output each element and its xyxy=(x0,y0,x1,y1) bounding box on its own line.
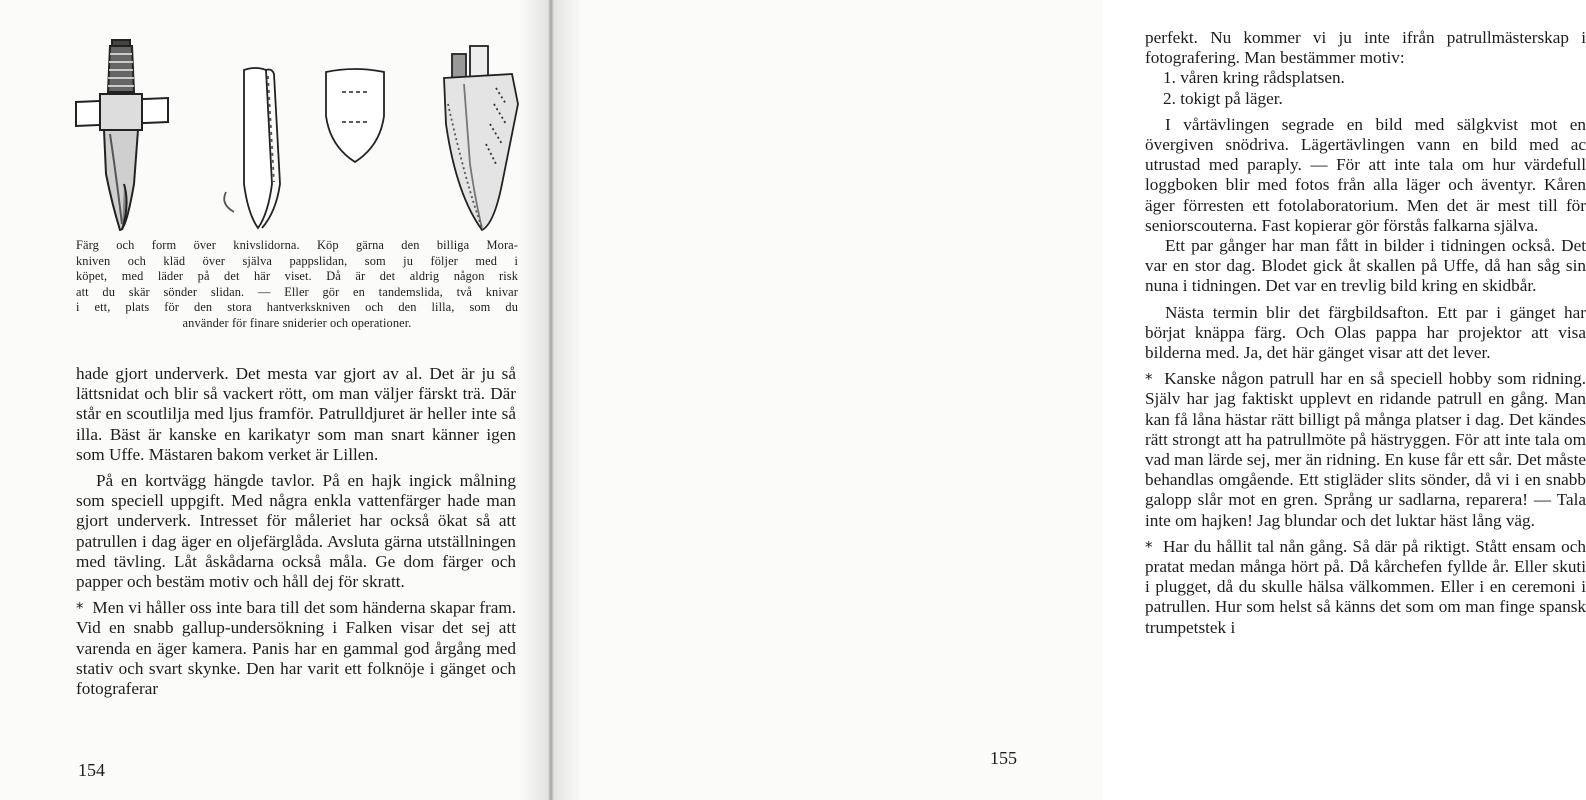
knife-sheath-illustrations xyxy=(76,34,522,234)
right-page-body xyxy=(1145,28,1586,638)
knife-on-belt-illustration xyxy=(76,34,172,234)
section-star-marker: * xyxy=(1145,537,1153,556)
paragraph: hade gjort underverk. Det mesta var gjort av al. Det är ju så lättsnidat och blir så vackert rött, om man väljer färskt trä. Där står en scoutlilja med ljus framför. Patrulldjuret är heller inte så illa. Bäst är kanske en karikatyr som man snart känner igen som Uffe. Mästaren bakom verket är Lillen. xyxy=(76,364,516,464)
left-page xyxy=(0,0,551,800)
list-item: 1. våren kring rådsplatsen. xyxy=(1163,68,1345,88)
stitched-sheath-illustration xyxy=(222,64,292,234)
paragraph: Nästa termin blir det färgbildsafton. Ett par i gänget har börjat knäppa färg. Och Olas pappa har projektor att visa bilderna med. Ja, det här gänget visar att det lever. xyxy=(1145,302,1586,363)
caption-line: kniven och kläd över själva pappslidan, som ju följer med i xyxy=(76,253,518,268)
paragraph xyxy=(1145,537,1586,638)
illustration-caption xyxy=(76,238,518,332)
paragraph-text: Har du hållit tal nån gång. Så där på riktigt. Stått ensam och pratat medan många hört på. Då kårchefen fyllde år. Eller skuti i plugget, då du skulle hälsa välkommen. Eller i en ceremoni i patrullen. Hur som helst så känns det som om man finge spansk trumpetstek i xyxy=(1145,536,1586,637)
section-star-marker: * xyxy=(76,599,84,618)
list-item: 2. tokigt på läger. xyxy=(1163,88,1283,108)
page-number: 154 xyxy=(78,760,105,780)
caption-line: att du skär sönder slidan. — Eller gör en tandemslida, två knivar xyxy=(76,284,518,299)
leather-piece-illustration xyxy=(320,66,390,166)
caption-line: använder för finare sniderier och operationer. xyxy=(182,315,412,330)
tandem-sheath-illustration xyxy=(436,44,522,234)
right-page xyxy=(551,0,1586,800)
caption-line: köpet, med läder på det här viset. Då är det aldrig någon risk xyxy=(76,269,518,284)
paragraph xyxy=(76,598,516,699)
caption-line: i ett, plats för den stora hantverkskniven och den lilla, som du xyxy=(76,300,518,315)
paragraph xyxy=(1145,369,1586,531)
paragraph: På en kortvägg hängde tavlor. På en hajk ingick målning som speciell uppgift. Med några enkla vattenfärger hade man gjort underverk. Intresset för måleriet har också ökat så att patrullen i dag äger en oljefärglåda. Avsluta gärna utställningen med tävling. Låt åskådarna också måla. Ge dom färger och papper och bestäm motiv och håll dej för skratt. xyxy=(76,471,516,592)
paragraph: I vårtävlingen segrade en bild med sälgkvist mot en övergiven snödriva. Lägertävlingen vann en bild med ac utrustad med paraply. — För att inte tala om hur värdefull loggboken blir med fotos från alla läger och äventyr. Kåren äger förresten ett fotolaboratorium. Men det är mest till för seniorscouterna. Fast kopierar gör förstås falkarna själva. xyxy=(1145,114,1586,235)
page-number: 155 xyxy=(990,748,1017,768)
paragraph: Ett par gånger har man fått in bilder i tidningen också. Det var en stor dag. Blodet gick åt skallen på Uffe, då han såg sin nuna i tidningen. Det var en trevlig bild kring en skidbår. xyxy=(1145,236,1586,296)
left-page-body xyxy=(76,364,516,699)
caption-line: Färg och form över knivslidorna. Köp gärna den billiga Mora- xyxy=(76,238,518,252)
section-star-marker: * xyxy=(1145,370,1153,389)
paragraph: perfekt. Nu kommer vi ju inte ifrån patrullmästerskap i fotografering. Man bestämmer motiv: xyxy=(1145,28,1586,68)
paragraph-text: Men vi håller oss inte bara till det som händerna skapar fram. Vid en snabb gallup-undersökning i Falken visar det sej att varenda en äger kamera. Panis har en gammal god årgång med stativ och svart skynke. Den har varit ett folknöje i gänget och fotograferar xyxy=(76,598,517,699)
paragraph-text: Kanske någon patrull har en så speciell hobby som ridning. Själv har jag faktiskt upplevt en ridande patrull en gång. Man kan få låna hästar rätt billigt på många platser i dag. Det kändes rätt strongt att ha patrullmöte på hästryggen. För att inte tala om vad man lärde sej, mer än ridning. En kuse får ett sår. Det måste behandlas omgående. Ett stigläder slits sönder, då vi i en snabb galopp slår mot en gren. Språng ur sadlarna, reparera! — Tala inte om hajken! Jag blundar och det luktar häst lång väg. xyxy=(1145,369,1586,530)
